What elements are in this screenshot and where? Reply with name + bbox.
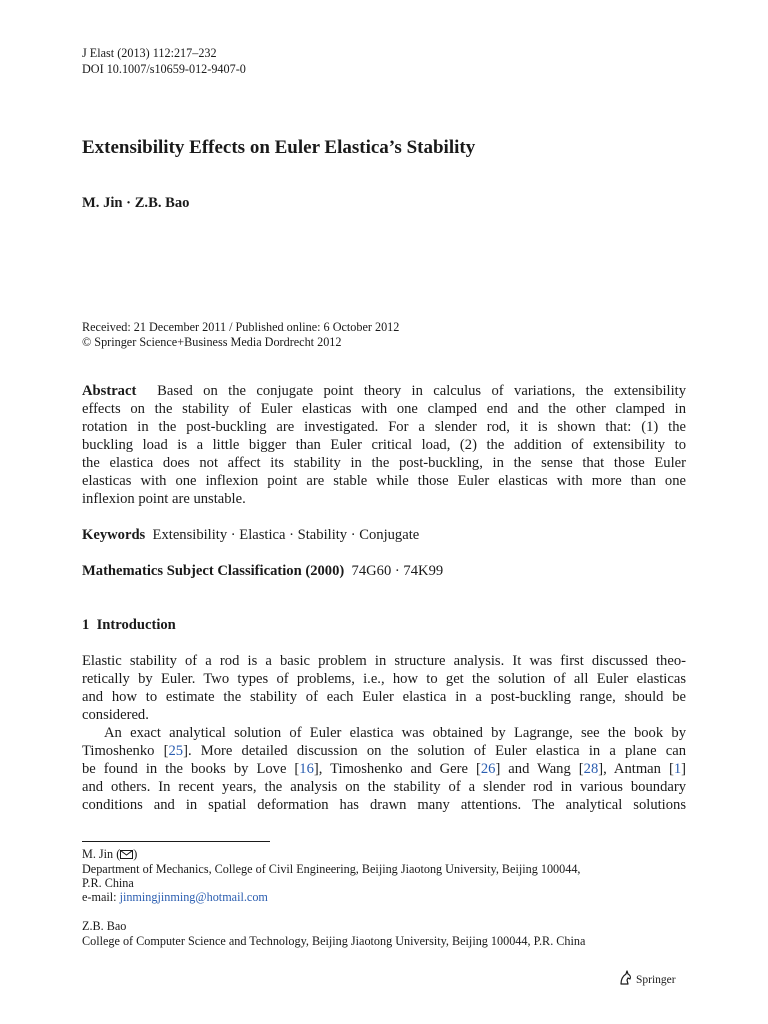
footnote-divider [82,841,270,842]
email-link[interactable]: jinmingjinming@hotmail.com [119,890,268,904]
footnote-email [82,890,268,904]
intro-p2-line-1: An exact analytical solution of Euler elastica was obtained by Lagrange, see the book by [104,725,686,741]
received-date: Received: 21 December 2011 / Published online: 6 October 2012 [82,320,400,334]
text-span: be found in the books by Love [ [82,761,300,777]
intro-p1-line-4: considered. [82,707,149,723]
section-heading-introduction: 1 Introduction [82,617,176,633]
keywords-label: Keywords [82,527,146,543]
journal-citation: J Elast (2013) 112:217–232 [82,46,217,60]
intro-p2-line-5: conditions and in spatial deformation has drawn many attentions. The analytical solutions [82,797,686,813]
abstract-label: Abstract [82,383,137,399]
intro-p1-line-2: retically by Euler. Two types of problems, i.e., how to get the solution of all Euler elasticas [82,671,686,687]
citation-link-26[interactable]: 26 [480,761,496,777]
msc-classification [82,562,686,580]
abstract-line-6: elasticas with one inflexion point are stable while those Euler elasticas with more than one [82,473,686,489]
text-span: e-mail: [82,890,120,904]
abstract-line-2: effects on the stability of Euler elasticas with one clamped end and the other clamped in [82,401,686,417]
citation-link-16[interactable]: 16 [299,761,314,777]
authors: M. Jin · Z.B. Bao [82,195,190,211]
publisher-name: Springer [636,974,676,986]
intro-p1-line-1: Elastic stability of a rod is a basic problem in structure analysis. It was first discussed theo- [82,653,686,669]
msc-label: Mathematics Subject Classification (2000) [82,563,345,579]
abstract-line-7: inflexion point are unstable. [82,491,246,507]
footnote-dept-1-cont: P.R. China [82,876,134,890]
abstract-line-5: the elastica does not affect its stability in the post-buckling, in the sense that those Euler [82,455,686,471]
paper-title: Extensibility Effects on Euler Elastica’s Stability [82,137,476,158]
abstract-line-4: buckling load is a little bigger than Euler critical load, (2) the addition of extensibility to [82,437,686,453]
footnote-dept-1: Department of Mechanics, College of Civil Engineering, Beijing Jiaotong University, Beijing 100044, [82,862,581,876]
envelope-icon [120,850,133,859]
abstract-line-3: rotation in the post-buckling are investigated. For a slender rod, it is shown that: (1) the [82,419,686,435]
footnote-dept-2: College of Computer Science and Technology, Beijing Jiaotong University, Beijing 100044, P.R. China [82,934,586,948]
abstract-text: Based on the conjugate point theory in calculus of variations, the extensibility [157,383,687,399]
intro-p2-line-3 [82,760,686,778]
keywords [82,526,686,544]
msc-codes: 74G60 · 74K99 [351,563,444,579]
abstract-line-1 [82,382,686,400]
copyright: © Springer Science+Business Media Dordrecht 2012 [82,335,342,349]
citation-link-1[interactable]: 1 [673,761,682,777]
citation-link-25[interactable]: 25 [168,743,184,759]
doi: DOI 10.1007/s10659-012-9407-0 [82,62,246,76]
text-span: Timoshenko [ [82,743,169,759]
text-span: M. Jin ( [82,847,121,861]
text-span: ]. More detailed discussion on the solution of Euler elastica in a plane can [183,743,686,759]
text-span: ], Timoshenko and Gere [ [313,761,481,777]
springer-horse-icon [618,970,634,986]
intro-p2-line-4: and others. In recent years, the analysis on the stability of a slender rod in various boundary [82,779,686,795]
citation-link-28[interactable]: 28 [583,761,599,777]
footnote-author-2: Z.B. Bao [82,919,127,933]
text-span: ] [681,761,686,777]
publisher-logo [618,970,688,988]
keywords-text: Extensibility · Elastica · Stability · Conjugate [152,527,420,543]
footnote-author-1 [82,847,137,861]
text-span: ], Antman [ [598,761,674,777]
text-span: ] and Wang [ [495,761,584,777]
intro-p1-line-3: and how to estimate the stability of each Euler elastica in a post-buckling range, should be [82,689,686,705]
intro-p2-line-2 [82,742,686,760]
text-span: ) [133,847,138,861]
